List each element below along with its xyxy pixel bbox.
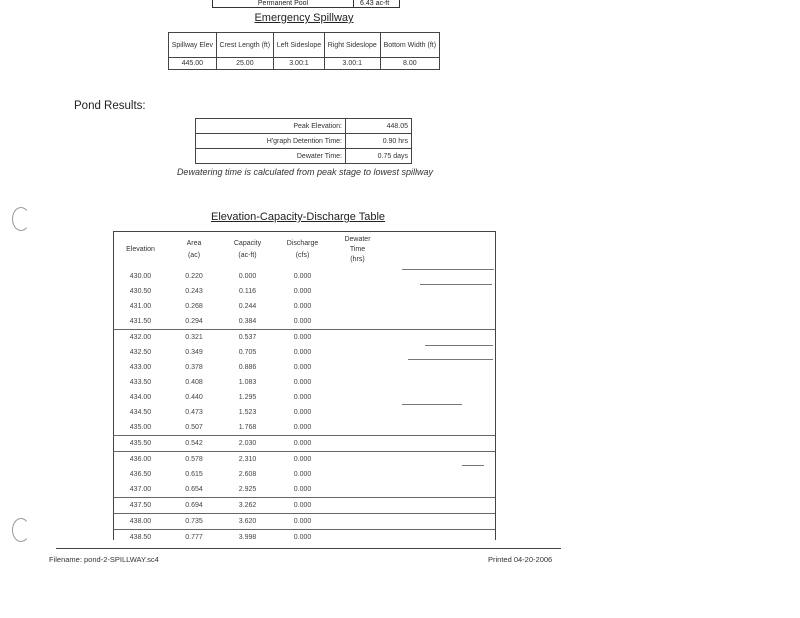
ecd-cell: 0.000 — [275, 420, 330, 436]
ecd-cell: 0.000 — [293, 303, 312, 310]
table-row — [113, 269, 495, 284]
ecd-cell: 1.295 — [238, 394, 257, 401]
ecd-empty-cell — [385, 345, 495, 360]
ecd-cell: 0.000 — [275, 314, 330, 330]
ecd-empty-cell — [330, 269, 385, 284]
ecd-cell: 0.507 — [168, 420, 220, 436]
es-cell: 3.00:1 — [274, 58, 325, 70]
ecd-empty-cell — [385, 420, 495, 436]
table-row — [113, 452, 495, 468]
ecd-cell: 0.294 — [168, 314, 220, 330]
table-row — [113, 314, 495, 330]
ecd-cell: 0.578 — [185, 456, 203, 463]
scan-line — [420, 284, 492, 285]
ecd-cell: 0.000 — [238, 273, 257, 280]
table-row — [113, 436, 495, 452]
ecd-empty-cell — [330, 530, 385, 546]
scan-line — [402, 404, 462, 405]
ecd-cell: 0.735 — [168, 514, 220, 530]
pr-label: Peak Elevation: — [196, 119, 346, 134]
ecd-cell: 2.608 — [238, 471, 257, 478]
ecd-cell: 0.220 — [185, 273, 203, 280]
ecd-cell: 438.50 — [129, 534, 152, 541]
ecd-table-title: Elevation-Capacity-Discharge Table — [211, 211, 386, 223]
ecd-cell: 0.705 — [238, 349, 257, 356]
table-row — [113, 514, 495, 530]
scan-line — [402, 269, 494, 270]
ecd-cell: 2.925 — [220, 482, 275, 498]
ecd-cell: 433.50 — [129, 379, 152, 386]
ecd-cell: 0.000 — [293, 456, 312, 463]
ecd-header-dewater: Dewater Time (hrs) — [344, 236, 371, 263]
es-cell: 3.00:1 — [324, 58, 380, 70]
permanent-pool-value: 6.43 ac-ft — [353, 0, 399, 7]
ecd-cell: 0.384 — [220, 314, 275, 330]
scan-line — [408, 359, 493, 360]
ecd-cell: 0.542 — [168, 436, 220, 452]
ecd-empty-cell — [385, 467, 495, 482]
ecd-cell: 434.00 — [129, 394, 152, 401]
ecd-cell: 431.50 — [113, 314, 168, 330]
ecd-cell: 0.000 — [293, 349, 312, 356]
ecd-cell: 0.777 — [185, 534, 203, 541]
footer-rule — [56, 548, 561, 549]
ecd-cell: 0.243 — [185, 288, 203, 295]
pond-results-title: Pond Results: — [74, 100, 146, 112]
ecd-cell: 0.408 — [185, 379, 203, 386]
footer-filename: Filename: pond-2-SPILLWAY.sc4 — [49, 555, 159, 564]
ecd-empty-cell — [330, 330, 385, 346]
ecd-cell: 431.00 — [129, 303, 152, 310]
ecd-cell: 0.268 — [185, 303, 203, 310]
ecd-cell: 1.523 — [238, 409, 257, 416]
ecd-cell: 435.00 — [113, 420, 168, 436]
table-row — [113, 284, 495, 299]
ecd-cell: 0.349 — [185, 349, 203, 356]
ecd-cell: 0.000 — [275, 498, 330, 514]
table-row — [113, 330, 495, 346]
pr-value: 0.90 hrs — [346, 134, 412, 149]
punch-hole-top — [12, 207, 30, 231]
ecd-cell: 0.000 — [293, 379, 312, 386]
ecd-cell: 3.262 — [220, 498, 275, 514]
pr-label: Dewater Time: — [196, 149, 346, 164]
ecd-cell: 0.473 — [185, 409, 203, 416]
es-header-elev: Spillway Elev — [169, 33, 217, 58]
scan-line — [425, 345, 493, 346]
ecd-empty-cell — [330, 482, 385, 498]
table-row — [113, 405, 495, 420]
ecd-empty-cell — [330, 314, 385, 330]
permanent-pool-box — [212, 0, 400, 8]
ecd-table-body — [113, 269, 495, 545]
ecd-cell: 0.886 — [238, 364, 257, 371]
ecd-cell: 0.116 — [239, 288, 256, 295]
ecd-empty-cell — [330, 514, 385, 530]
punch-hole-bottom — [12, 518, 30, 542]
ecd-cell: 437.50 — [113, 498, 168, 514]
ecd-cell: 0.615 — [185, 471, 203, 478]
ecd-cell: 2.310 — [238, 456, 257, 463]
ecd-cell: 436.50 — [129, 471, 152, 478]
ecd-empty-cell — [385, 269, 495, 284]
ecd-empty-cell — [385, 299, 495, 314]
ecd-empty-cell — [330, 375, 385, 390]
table-row — [113, 530, 495, 546]
ecd-empty-cell — [330, 390, 385, 405]
ecd-empty-cell — [385, 436, 495, 452]
ecd-cell: 0.000 — [275, 482, 330, 498]
ecd-empty-cell — [385, 514, 495, 530]
es-header-left: Left Sideslope — [274, 33, 325, 58]
ecd-empty-cell — [385, 284, 495, 299]
ecd-cell: 0.000 — [293, 471, 312, 478]
table-row — [113, 299, 495, 314]
scan-line — [462, 465, 484, 466]
ecd-empty-cell — [385, 375, 495, 390]
ecd-cell: 0.000 — [275, 436, 330, 452]
table-row — [113, 345, 495, 360]
ecd-header-discharge: Discharge (cfs) — [286, 240, 319, 259]
ecd-cell: 1.083 — [238, 379, 257, 386]
ecd-cell: 0.378 — [185, 364, 203, 371]
ecd-cell: 0.694 — [168, 498, 220, 514]
ecd-empty-cell — [330, 405, 385, 420]
table-row — [113, 390, 495, 405]
ecd-empty-cell — [385, 405, 495, 420]
ecd-cell: 432.50 — [129, 349, 152, 356]
ecd-cell: 435.50 — [113, 436, 168, 452]
ecd-cell: 0.000 — [293, 409, 312, 416]
emergency-spillway-title: Emergency Spillway — [254, 12, 354, 24]
table-row — [113, 498, 495, 514]
ecd-cell: 437.00 — [113, 482, 168, 498]
table-row — [113, 360, 495, 375]
table-row — [113, 482, 495, 498]
ecd-cell: 0.000 — [293, 273, 312, 280]
ecd-empty-cell — [330, 498, 385, 514]
es-header-bottom: Bottom Width (ft) — [380, 33, 439, 58]
dewatering-note: Dewatering time is calculated from peak stage to lowest spillway — [176, 167, 434, 177]
ecd-empty-cell — [330, 360, 385, 375]
ecd-cell: 0.000 — [293, 334, 312, 341]
ecd-cell: 2.030 — [220, 436, 275, 452]
ecd-cell: 0.000 — [293, 364, 312, 371]
ecd-cell: 0.000 — [293, 534, 312, 541]
ecd-cell: 0.000 — [293, 394, 312, 401]
pr-value: 448.05 — [346, 119, 412, 134]
ecd-cell: 0.244 — [238, 303, 257, 310]
ecd-cell: 0.440 — [185, 394, 203, 401]
ecd-header-elevation: Elevation — [126, 246, 155, 253]
ecd-cell: 0.321 — [185, 334, 203, 341]
es-cell: 25.00 — [216, 58, 273, 70]
table-row — [113, 375, 495, 390]
pr-label: H'graph Detention Time: — [196, 134, 346, 149]
ecd-header-area: Area (ac) — [186, 240, 202, 259]
ecd-cell: 432.00 — [129, 334, 152, 341]
es-cell: 445.00 — [169, 58, 217, 70]
ecd-empty-cell — [385, 360, 495, 375]
ecd-empty-cell — [385, 530, 495, 546]
table-row — [113, 420, 495, 436]
ecd-empty-cell — [385, 498, 495, 514]
ecd-empty-cell — [330, 467, 385, 482]
ecd-empty-cell — [385, 314, 495, 330]
pond-results-table — [195, 118, 412, 164]
ecd-empty-cell — [330, 284, 385, 299]
ecd-table — [113, 231, 495, 545]
emergency-spillway-table — [168, 32, 440, 70]
es-cell: 8.00 — [380, 58, 439, 70]
ecd-cell: 1.768 — [220, 420, 275, 436]
es-header-right: Right Sideslope — [324, 33, 380, 58]
ecd-empty-cell — [330, 299, 385, 314]
ecd-empty-cell — [385, 482, 495, 498]
ecd-cell: 433.00 — [129, 364, 152, 371]
ecd-cell: 430.00 — [129, 273, 152, 280]
ecd-empty-cell — [385, 390, 495, 405]
ecd-cell: 0.000 — [293, 288, 312, 295]
ecd-empty-cell — [330, 436, 385, 452]
ecd-cell: 434.50 — [129, 409, 152, 416]
es-header-crest: Crest Length (ft) — [216, 33, 273, 58]
ecd-cell: 3.620 — [220, 514, 275, 530]
table-row — [113, 467, 495, 482]
ecd-cell: 430.50 — [129, 288, 152, 295]
ecd-empty-cell — [330, 345, 385, 360]
ecd-cell: 0.000 — [275, 514, 330, 530]
ecd-empty-cell — [330, 452, 385, 468]
ecd-empty-cell — [330, 420, 385, 436]
ecd-cell: 0.654 — [168, 482, 220, 498]
footer-printed: Printed 04-20-2006 — [488, 555, 553, 564]
ecd-cell: 436.00 — [129, 456, 152, 463]
ecd-header-capacity: Capacity (ac-ft) — [233, 240, 262, 259]
ecd-cell: 438.00 — [113, 514, 168, 530]
pr-value: 0.75 days — [346, 149, 412, 164]
ecd-cell: 0.537 — [238, 334, 257, 341]
permanent-pool-label: Permanent Pool — [257, 0, 309, 7]
ecd-cell: 3.998 — [238, 534, 257, 541]
ecd-empty-cell — [385, 330, 495, 346]
